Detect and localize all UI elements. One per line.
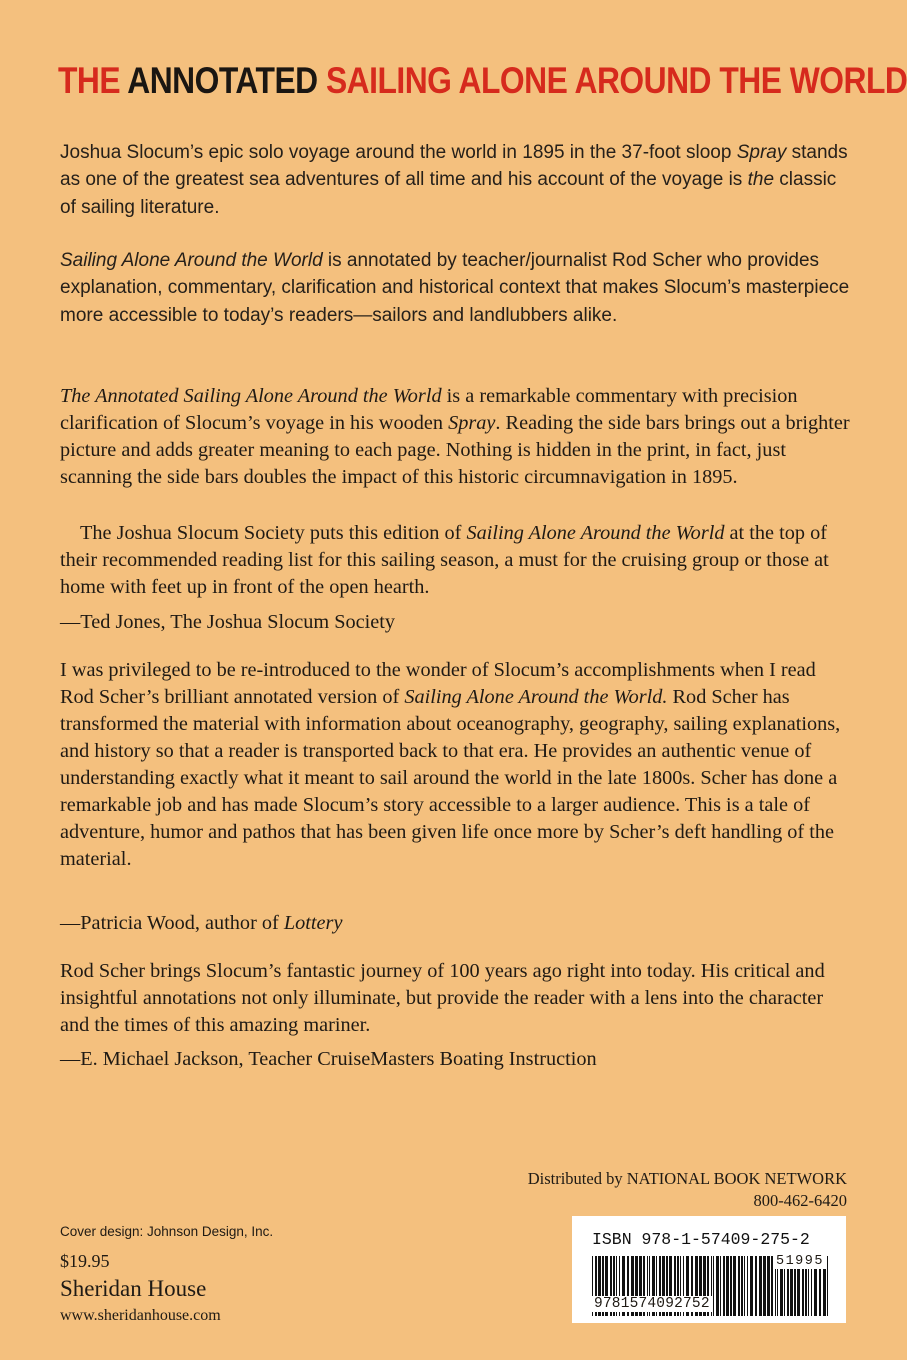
price: $19.95 — [60, 1251, 110, 1271]
title-the: THE — [58, 60, 128, 101]
isbn-number: ISBN 978-1-57409-275-2 — [592, 1230, 810, 1249]
intro-p1-text-c: stands as one of the greatest sea adventures of all time and his account of the voyage is — [60, 142, 848, 191]
intro-p1-text-e: classic of sailing literature. — [60, 169, 837, 218]
intro-p1-italic-the: the — [747, 169, 775, 191]
barcode-bar — [713, 1256, 714, 1316]
patricia-attribution-text: —Patricia Wood, author of — [60, 912, 284, 934]
barcode-bar — [744, 1256, 745, 1316]
book-title — [58, 62, 907, 99]
barcode-bar — [827, 1256, 828, 1316]
barcode-bar — [730, 1256, 732, 1316]
barcode-bar — [738, 1256, 740, 1316]
ted-p2-italic-title: Sailing Alone Around the World — [466, 522, 725, 544]
barcode-bar — [767, 1256, 770, 1316]
title-annotated: ANNOTATED — [127, 60, 326, 101]
ted-p1-italic-title: The Annotated Sailing Alone Around the World — [60, 385, 442, 407]
intro-p2-text: is annotated by teacher/journalist Rod Scher who provides explanation, commentary, clarification and historical context that makes Slocum’s masterpiece more accessible to today’s readers—sailors and landlubbers alike. — [60, 250, 850, 326]
patricia-text-c: Rod Scher has transformed the material with information about oceanography, geography, sailing explanations, and history so that a reader is transported back to that era. He provides an authentic venue of understanding exactly what it meant to sail around the world in the late 1800s. Scher has done a remarkable job and has made Slocum’s story accessible to a larger audience. This is a tale of adventure, humor and pathos that has been given life once more by Scher’s deft handling of the material. — [60, 686, 841, 870]
publisher-name: Sheridan House — [60, 1276, 207, 1301]
review-michael-paragraph: Rod Scher brings Slocum’s fantastic journey of 100 years ago right into today. His critical and insightful annotations not only illuminate, but provide the reader with a lens into the character and the times of this amazing mariner. — [60, 960, 825, 1036]
distributor-line: Distributed by NATIONAL BOOK NETWORK — [527, 1169, 847, 1188]
barcode-bar — [720, 1256, 721, 1316]
barcode-bar — [771, 1256, 773, 1316]
barcode-bar — [716, 1256, 719, 1316]
barcode-bar — [759, 1256, 762, 1316]
review-patricia-paragraph — [60, 657, 850, 873]
intro-p1-text-a: Joshua Slocum’s epic solo voyage around the world in 1895 in the 37-foot sloop — [60, 142, 737, 163]
cover-credit: Cover design: Johnson Design, Inc. — [60, 1224, 274, 1239]
patricia-text-a: I was privileged to be re-introduced to the wonder of Slocum’s accomplishments when I read Rod Scher’s brilliant annotated version of — [60, 659, 816, 708]
intro-p2-italic-title: Sailing Alone Around the World — [60, 250, 323, 271]
review-ted-paragraph-2 — [60, 520, 850, 601]
barcode-bar — [726, 1256, 729, 1316]
ted-p1-text-d: . Reading the side bars brings out a brighter picture and adds greater meaning to each page. Nothing is hidden in the print, in fact, just scanning the side bars doubles the impact of this historic circumnavigation in 1895. — [60, 412, 850, 488]
title-main: SAILING ALONE AROUND THE WORLD — [325, 60, 907, 101]
barcode-bar — [750, 1256, 753, 1316]
isbn-barcode — [572, 1216, 846, 1323]
intro-paragraph-1 — [60, 139, 850, 221]
publisher-url: www.sheridanhouse.com — [60, 1307, 221, 1324]
review-ted-paragraph-1 — [60, 383, 850, 491]
barcode-price-code: 51995 — [775, 1254, 824, 1269]
distributor-phone: 800-462-6420 — [753, 1191, 847, 1210]
intro-p1-italic-spray: Spray — [736, 142, 787, 163]
barcode-bar — [723, 1256, 725, 1316]
ted-p1-italic-spray: Spray — [448, 412, 496, 434]
barcode-bar — [755, 1256, 757, 1316]
barcode-bar — [763, 1256, 766, 1316]
distribution-info — [528, 1168, 847, 1212]
review-patricia-attribution — [60, 910, 342, 937]
ted-p2-text-a: The Joshua Slocum Society puts this edition of — [80, 522, 467, 544]
barcode-bar — [747, 1256, 748, 1316]
patricia-italic-title: Sailing Alone Around the World. — [404, 686, 668, 708]
patricia-attribution-book: Lottery — [283, 912, 343, 934]
intro-paragraph-2 — [60, 247, 850, 329]
review-michael-attribution: —E. Michael Jackson, Teacher CruiseMasters Boating Instruction — [60, 1048, 597, 1070]
review-ted-attribution: —Ted Jones, The Joshua Slocum Society — [60, 611, 396, 633]
barcode-digits: 9781574092752 — [594, 1296, 710, 1312]
barcode-bar — [741, 1256, 743, 1316]
barcode-bar — [733, 1256, 736, 1316]
ted-p1-text-b: is a remarkable commentary with precision clarification of Slocum’s voyage in his wooden — [60, 385, 798, 434]
ted-p2-text-c: at the top of their recommended reading list for this sailing season, a must for the cruising group or those at home with feet up in front of the open hearth. — [60, 522, 829, 598]
